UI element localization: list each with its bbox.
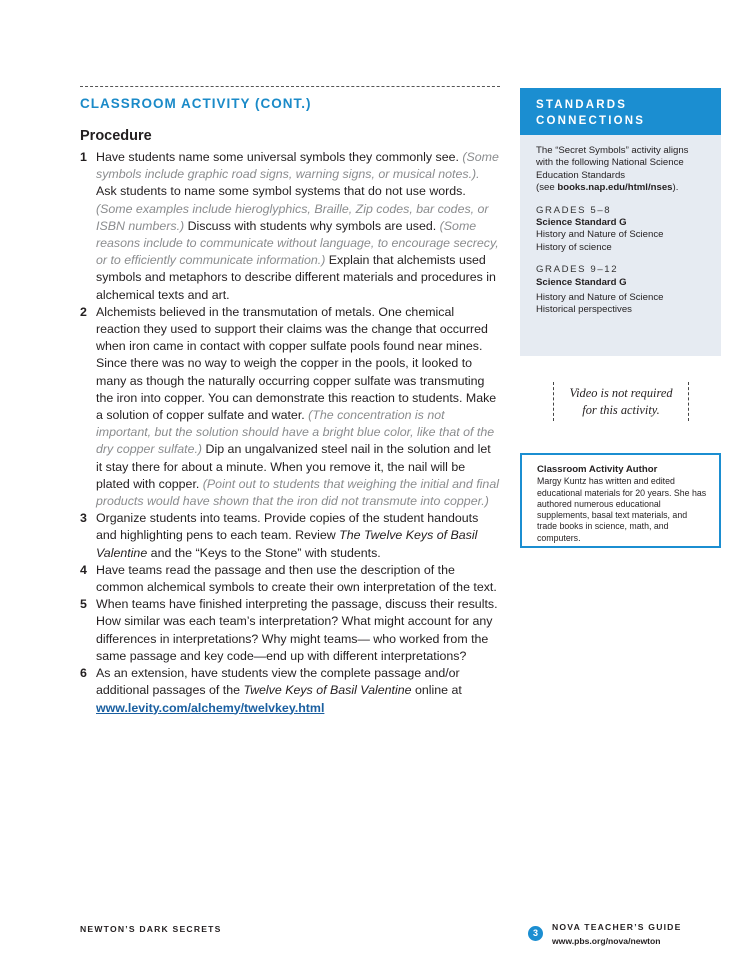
step-text: Dip an ungalvanized steel nail in the solution and let it stay there for about a minute. When you remove it, the nail will be plated with copper. [96,442,491,491]
step-number: 2 [80,304,87,319]
standard-line: History of science [536,241,612,253]
author-bio: Margy Kuntz has written and edited educational materials for 20 years. She has authored numerous educational supplements, basal text materials, and trade books in science, math, and computers. [537,476,707,543]
procedure-steps [80,149,500,717]
step-number: 6 [80,666,87,681]
teacher-note: (Point out to students that weighing the initial and final products would have shown that the iron did not transmute into copper.) [96,476,499,509]
sidebar-header-line: STANDARDS [536,99,628,111]
footer-program-title: NEWTON’S DARK SECRETS [80,924,222,934]
intro-close: ). [672,182,679,194]
footer-guide-title: NOVA TEACHER’S GUIDE [552,922,682,932]
step-text: Explain that alchemists used symbols and metaphors to describe different materials and procedures in alchemical texts and art. [96,253,496,302]
procedure-step-5 [80,596,500,665]
step-text: Organize students into teams. Provide copies of the student handouts and highlighting pens to each team. Review [96,511,479,543]
video-note [553,382,689,421]
step-text: Discuss with students why symbols are used. [187,218,437,233]
step-text: As an extension, have students view the complete passage and/or additional passages of the [96,666,460,698]
intro-see: (see [536,182,555,194]
standards-intro [536,145,707,195]
book-title: The Twelve Keys of Basil Valentine [96,528,478,560]
sidebar-header [520,88,721,135]
standards-sidebar [520,88,721,356]
grades-label: GRADES 9–12 [536,264,619,276]
standard-line: History and Nature of Science [536,292,664,304]
teacher-note: (Some reasons include to communicate without language, to encourage secrecy, or to efficiently communicate information.) [96,218,499,268]
step-number: 3 [80,511,87,526]
standard-line: History and Nature of Science [536,229,664,241]
footer-url[interactable]: www.pbs.org/nova/newton [552,936,661,946]
intro-text: The “Secret Symbols” activity aligns with the following National Science Education Standards [536,145,689,181]
teacher-note: (Some symbols include graphic road signs, warning signs, or musical notes.). [96,150,499,182]
grades-label: GRADES 5–8 [536,204,612,216]
step-text: online at [414,683,462,698]
page-number-badge: 3 [528,926,543,941]
step-number: 4 [80,562,87,577]
standard-name: Science Standard G [536,276,627,288]
step-text: Have students name some universal symbols they commonly see. [96,150,459,164]
step-text: Alchemists believed in the transmutation of metals. One chemical reaction they used to support their claims was the change that occurred when iron came in contact with copper sulfate pools found near mines. Since there was no way to weigh the copper in the pools, it looked to many as though the naturally occurring copper sulfate was transmuting the iron into copper. You can demonstrate this reaction to students. Make a solution of copper sulfate and water. [96,304,497,423]
author-heading: Classroom Activity Author [537,464,658,475]
procedure-step-1 [80,149,500,304]
alchemy-link[interactable]: www.levity.com/alchemy/twelvkey.html [96,700,325,715]
section-title: CLASSROOM ACTIVITY (CONT.) [80,96,312,111]
procedure-step-3 [80,510,500,562]
book-title: Twelve Keys of Basil Valentine [243,683,412,698]
step-text: Ask students to name some symbol systems that do not use words. [96,184,466,199]
step-number: 5 [80,597,87,612]
procedure-step-6 [80,665,500,717]
teacher-note: (Some examples include hieroglyphics, Braille, Zip codes, bar codes, or ISBN numbers.) [96,201,489,233]
step-text: When teams have finished interpreting the passage, discuss their results. How similar was each team’s interpretation? What might account for any differences in interpretations? Why might teams— who worked from the same passage and key code—end up with different interpretations? [96,597,498,663]
step-text: and the “Keys to the Stone” with students. [150,545,381,560]
procedure-step-4 [80,562,500,596]
standard-name: Science Standard G [536,217,627,229]
step-text: Have teams read the passage and then use the description of the common alchemical symbols to create their own interpretation of the text. [96,562,497,595]
sidebar-header-line: CONNECTIONS [536,115,646,127]
sidebar-body [520,135,721,317]
standards-link[interactable]: books.nap.edu/html/nses [557,182,673,194]
teacher-note: (The concentration is not important, but the solution should have a bright blue color, like that of the dry copper sulfate.) [96,408,495,457]
procedure-step-2 [80,304,500,510]
video-note-line: Video is not required [569,386,673,400]
procedure-heading: Procedure [80,128,152,144]
step-number: 1 [80,150,87,164]
author-box [520,453,721,548]
standard-line: Historical perspectives [536,304,632,316]
dashed-divider [80,86,500,87]
video-note-line: for this activity. [582,402,660,417]
